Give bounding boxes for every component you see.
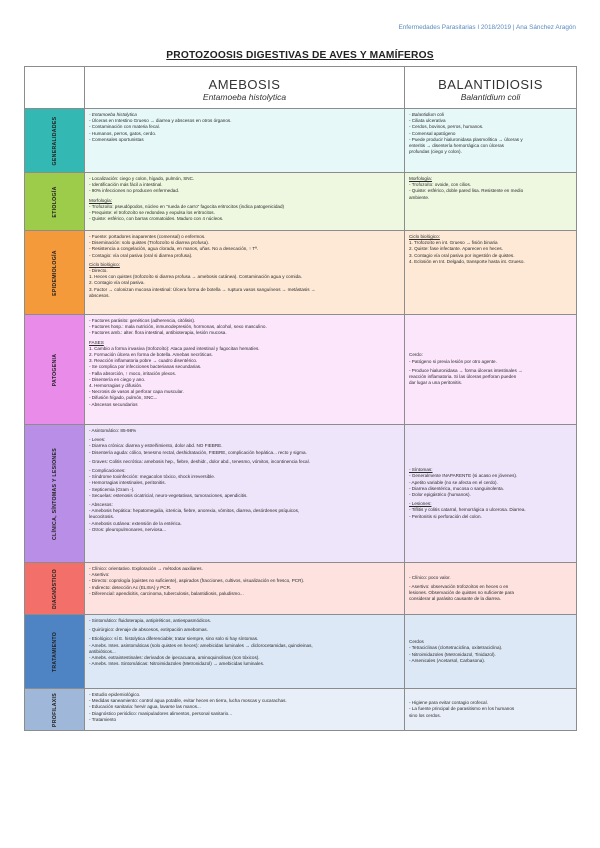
text-line: - Factores amb.: alter. flora intestinal, antibioterapia, lesión mucosa.: [89, 330, 227, 336]
row-label-cell: [25, 689, 85, 731]
table-header-row: [25, 67, 577, 109]
balantidiosis-content: [405, 173, 576, 204]
text-line: - Leves:: [89, 437, 106, 443]
row-label: GENERALIDADES: [51, 116, 58, 165]
text-line: - Patógeno si previa lesión por otro agente.: [409, 358, 497, 364]
text-line: - Comensal apatógeno: [409, 130, 456, 136]
text-line: - Peritonitis si perforación del colon.: [409, 513, 482, 519]
text-line: - Contagio: vía oral pasiva (oral si diarrea profusa).: [89, 252, 193, 258]
text-line: - Septicemia (Gram -).: [89, 486, 135, 492]
text-line: reacción inflamatoria. Si las úlceras perforan pueden: [409, 374, 517, 380]
text-line: sino los cerdos.: [409, 712, 441, 718]
text-line: - Necrosis de vasos al perforar capa muscular.: [89, 389, 184, 395]
text-line: - Diarrea disentérica, mucosa o sanguinolenta.: [409, 485, 504, 491]
row-label: DIAGNÓSTICO: [51, 568, 58, 609]
amebosis-cell: [85, 689, 405, 731]
table-row-patogenia: [25, 315, 577, 425]
text-line: 3. Factor → colonizan mucosa intestinal: Úlcera forma de botella → ruptura vasos sanguíneos → metástasis →: [89, 286, 316, 292]
text-line: - Balantidium coli: [409, 112, 444, 117]
amebosis-scientific-name: Entamoeba histolytica: [202, 92, 287, 102]
text-line: ambiente.: [409, 194, 430, 200]
text-line: - Produce hialuronidasa → forma úlceras intestinales →: [409, 367, 523, 373]
text-line: - Disentería en ciego y ano.: [89, 376, 146, 382]
balantidiosis-cell: [405, 689, 577, 731]
text-line: - Identificación más fácil a intestinal.: [89, 182, 163, 188]
text-line: Morfología:: [89, 197, 112, 203]
text-line: - Fuente: portadores inaparentes (comensal) o enfermos.: [89, 234, 206, 239]
text-line: Ciclo biológico:: [409, 234, 440, 239]
text-line: - Lesiones:: [409, 501, 432, 507]
text-line: - Trofozoíto: pseudópodos, núcleo en "rueda de carro" fagocita eritrocitos (indica patogenicidad): [89, 203, 285, 209]
text-line: - Diagnóstico periódico: manipuladores alimentos, personal sanitario...: [89, 710, 232, 716]
balantidiosis-content: [405, 572, 576, 606]
text-line: - Puede producir hialuronidasa plasmolítica → úlceras y: [409, 136, 523, 142]
text-line: - Contaminación con materia fecal.: [89, 124, 160, 130]
row-label: EPIDEMIOLOGÍA: [51, 249, 58, 296]
text-line: - Tetraciclinas (clortetraciclina, oxitetraciclina).: [409, 645, 503, 651]
text-line: dar lugar a una peritonitis.: [409, 380, 463, 386]
text-line: - La fuente principal de parasitismo en los humanos: [409, 706, 515, 712]
balantidiosis-cell: [405, 173, 577, 231]
text-line: - Cerdos, bovinos, perros, humanos.: [409, 124, 484, 130]
text-line: - Dolor epigástrico (humanos).: [409, 492, 471, 497]
text-line: 4. Hemorragias y difusión.: [89, 383, 143, 389]
text-line: - Abscesos secundarios: [89, 401, 138, 407]
text-line: - Abscesos:: [89, 502, 113, 508]
table-row-clinica: [25, 425, 577, 563]
text-line: - Diseminación: solo quistes (Trofozoíto si diarrea profusa).: [89, 240, 210, 246]
text-line: 3. Reacción inflamatoria pobre → cuadro disentérico.: [89, 358, 198, 364]
text-line: - Diarrea crónica: diarrea y estreñimiento, dolor abd. NO FIEBRE.: [89, 443, 223, 449]
text-line: - Amebs. extraintestinales: derivados de ipecacuana, aminoquinolinas (son tóxicos).: [89, 655, 260, 661]
text-line: - 90% infecciones no producen enfermedad.: [89, 188, 180, 194]
header-note: Enfermedades Parasitarias I 2018/2019 | Ana Sánchez Aragón: [398, 24, 576, 31]
text-line: - Entamoeba histolytica: [89, 112, 137, 117]
text-line: - Prequiste: el trofozoíto se redondea y expulsa los eritrocitos.: [89, 210, 215, 216]
balantidiosis-title: BALANTIDIOSIS: [438, 77, 543, 92]
text-line: Cerdos: [409, 639, 424, 645]
row-label: TRATAMIENTO: [51, 631, 58, 672]
text-line: - Generalmente INAPARENTE (si acaso en jóvenes).: [409, 473, 518, 479]
amebosis-content: [85, 109, 404, 146]
document-title: PROTOZOOSIS DIGESTIVAS DE AVES Y MAMÍFEROS: [166, 50, 434, 61]
text-line: considerar al parásito causante de la diarrea.: [409, 596, 501, 602]
row-label-cell: [25, 563, 85, 615]
amebosis-cell: [85, 109, 405, 173]
amebosis-content: [85, 315, 404, 411]
amebosis-content: [85, 563, 404, 600]
text-line: - Indirecto: detección Ac (ELISA) y PCR.: [89, 584, 172, 590]
text-line: - Se complica por infecciones bacterianas secundarias.: [89, 364, 202, 370]
text-line: - Hemorragias intestinales, peritonitis.: [89, 480, 166, 486]
text-line: 2. Formación úlcera en forma de botella. Amebas necróticas.: [89, 352, 213, 358]
row-label-cell: [25, 109, 85, 173]
text-line: - Etiológico: sí E. histolytica diferenciable; tratar siempre, sino solo si hay síntomas.: [89, 636, 259, 642]
text-line: Ciclo biológico:: [89, 261, 120, 267]
text-line: 4. Eclosión en Int. Delgado, transporte hasta int. Grueso.: [409, 258, 525, 264]
text-line: 2. Contagio vía oral pasiva.: [89, 280, 145, 286]
text-line: - Difusión hígado, pulmón, SNC...: [89, 395, 158, 401]
text-line: - Amebosis hepática: hepatomegalia, ictericia, fiebre, anorexia, vómitos, diarrea, desórdenes psíquicos,: [89, 508, 300, 514]
text-line: lesiones. Observación de quistes no suficiente para: [409, 590, 514, 595]
text-line: profundas (ciego y colon).: [409, 149, 462, 155]
balantidiosis-content: [405, 636, 576, 667]
table-row-tratamiento: [25, 615, 577, 689]
text-line: - Quiste: esférico, con barras cromatoides. Maduro con 4 núcleos.: [89, 216, 224, 222]
row-label-cell: [25, 425, 85, 563]
text-line: - Comensales oportunistas: [89, 136, 144, 142]
amebosis-content: [85, 689, 404, 726]
text-line: - Nitroimidazoles (Metronidazol, Tinidazol).: [409, 651, 496, 657]
text-line: Cerdo:: [409, 352, 423, 358]
text-line: abscesos.: [89, 292, 110, 298]
table-row-epidemiologia: [25, 231, 577, 315]
table-row-profilaxis: [25, 689, 577, 731]
text-line: - Estudio epidemiológico.: [89, 692, 141, 697]
amebosis-title: AMEBOSIS: [208, 77, 281, 92]
text-line: enteritis → disentería hemorrágica con úlceras: [409, 143, 504, 149]
balantidiosis-cell: [405, 425, 577, 563]
balantidiosis-content: [405, 464, 576, 523]
amebosis-cell: [85, 563, 405, 615]
text-line: - Tratamiento: [89, 716, 117, 722]
table-row-generalidades: [25, 109, 577, 173]
row-label: CLÍNICA, SÍNTOMAS Y LESIONES: [51, 447, 58, 540]
text-line: 1. Heces con quistes (trofozoíto si diarrea profusa → amebosis cutánea). Contaminación agua y comida.: [89, 274, 302, 280]
text-line: - Arsenicales (Acetarsol, Carbasona).: [409, 657, 486, 663]
amebosis-content: [85, 231, 404, 302]
text-line: - Asertivo: observación trofozoítos en heces o en: [409, 583, 509, 589]
balantidiosis-content: [405, 231, 576, 268]
text-line: - Complicaciones:: [89, 468, 126, 474]
text-line: - Asintomático: 85-98%: [89, 428, 137, 433]
amebosis-cell: [85, 425, 405, 563]
text-line: - Falla absorción, ↑ moco, irritación plexos.: [89, 370, 177, 376]
amebosis-cell: [85, 315, 405, 425]
text-line: - Amebosis cutánea: extensión de la entérica.: [89, 520, 182, 526]
text-line: - Factores hosp.: mala nutrición, inmunodepresión, hormonas, alcohol, sexo masculino.: [89, 324, 267, 330]
row-label-cell: [25, 173, 85, 231]
text-line: - Síntomas:: [409, 467, 433, 473]
text-line: antibióticos...: [89, 648, 116, 654]
amebosis-content: [85, 173, 404, 225]
text-line: - Resistencia a congelación, agua clorada, en manos, uñas. No a desecación, ↑ Tª.: [89, 246, 259, 252]
balantidiosis-scientific-name: Balantidium coli: [460, 92, 521, 102]
text-line: - Síndrome toxinfección: megacolon tóxico, shock irreversible.: [89, 474, 216, 480]
table-row-diagnostico: [25, 563, 577, 615]
text-line: - Quiste: esférico, doble pared lisa. Resistente en medio: [409, 188, 524, 194]
text-line: - Humanos, perros, gatos, cerdo.: [89, 130, 157, 136]
text-line: - Ciliata ulcerativa: [409, 118, 446, 124]
text-line: - Localización: ciego y colon, hígado, pulmón, SNC.: [89, 176, 195, 181]
row-label-cell: [25, 231, 85, 315]
text-line: 3. Contagio vía oral pasiva por ingestión de quistes.: [409, 252, 515, 258]
text-line: - Directo.: [89, 268, 108, 274]
balantidiosis-cell: [405, 563, 577, 615]
balantidiosis-content: [405, 349, 576, 389]
row-label: ETIOLOGÍA: [51, 185, 58, 218]
amebosis-content: [85, 615, 404, 670]
text-line: - Amebs. Intes. Sintomáticas: Nitroimidazoles (Metronidazol) → amebicidas luminales.: [89, 661, 265, 667]
text-line: - Educación sanitaria: hervir agua, lavarse las manos...: [89, 704, 201, 710]
text-line: - Asertivo:: [89, 572, 110, 578]
row-label: PROFILAXIS: [51, 692, 58, 727]
text-line: 2. Quiste: fase infectante. Aparecen en heces.: [409, 246, 503, 252]
comparison-table: [24, 66, 577, 731]
text-line: - Sintomático: fluidoterapia, antipiréticos, antiespasmódicos.: [89, 618, 212, 623]
text-line: - Tiflitis y colitis catarral, hemorrágica o ulcerosa. Diarrea.: [409, 507, 526, 513]
header-empty-cell: [25, 67, 85, 109]
text-line: 1. Cambio a forma invasiva (trofozoíto): Ataca pared intestinal y fagocitan hematíes.: [89, 345, 260, 351]
text-line: FASES: [89, 339, 104, 345]
balantidiosis-content: [405, 697, 576, 722]
balantidiosis-content: [405, 109, 576, 158]
row-label-cell: [25, 615, 85, 689]
text-line: - Directo: coprología (quistes no suficiente), aspirados (fracciones, cultivos, visualización en fresco, PCR).: [89, 578, 305, 584]
row-label-cell: [25, 315, 85, 425]
text-line: - Apetito variable (no se afecta en el cerdo).: [409, 479, 498, 485]
text-line: - Quirúrgico: drenaje de abscesos, extirpación amebomas.: [89, 627, 208, 633]
amebosis-cell: [85, 173, 405, 231]
text-line: - Disentería aguda: cólico, tenesmo rectal, deshidratación, FIEBRE, complicación hepática... recto y sigma.: [89, 449, 307, 455]
text-line: - Medidas saneamiento: control agua potable, evitar heces en tierra, lucha moscas y cucarachas.: [89, 698, 287, 704]
text-line: 1. Trofozoíto en int. Grueso → fisión binaria: [409, 240, 498, 246]
text-line: - Higiene para evitar contagio orofecal.: [409, 700, 488, 706]
text-line: - Secuelas: estenosis cicatricial, neuro-vegetativas, tumoraciones, apendicitis.: [89, 492, 248, 498]
text-line: Morfología:: [409, 176, 432, 181]
amebosis-content: [85, 425, 404, 536]
text-line: - Factores parásito: genéticos (adherencia, citólisis).: [89, 318, 196, 323]
balantidiosis-cell: [405, 231, 577, 315]
balantidiosis-header: [405, 67, 577, 109]
balantidiosis-cell: [405, 615, 577, 689]
balantidiosis-cell: [405, 109, 577, 173]
table-row-etiologia: [25, 173, 577, 231]
balantidiosis-cell: [405, 315, 577, 425]
amebosis-cell: [85, 615, 405, 689]
row-label: PATOGENIA: [51, 353, 58, 386]
text-line: - Otros: pleuropulmonares, nerviosa...: [89, 526, 167, 532]
text-line: - Graves: Colitis necrótica: amebosis hep., fiebre, deshidr., dolor abd., tenesmo, vómitos, incontinencia fecal.: [89, 458, 310, 464]
text-line: - Clínico: poco valor.: [409, 574, 451, 580]
text-line: - Amebs. Intes. asintomáticas (solo quistes en heces): amebicidas luminales → diclorocetamidas, quinoleinas,: [89, 642, 313, 648]
amebosis-header: [85, 67, 405, 109]
text-line: - Trofozoíto: ovoide, con cilios.: [409, 182, 472, 188]
text-line: - Úlceras en Intestino Grueso → diarrea y abscesos en otros órganos.: [89, 118, 232, 124]
text-line: - Clínico: orientativo. Exploración → métodos auxiliares.: [89, 566, 203, 571]
amebosis-cell: [85, 231, 405, 315]
text-line: - Diferencial: apendicitis, carcinoma, tuberculosis, balantidiosis, paludismo...: [89, 590, 244, 596]
text-line: leucocitosis.: [89, 514, 115, 520]
